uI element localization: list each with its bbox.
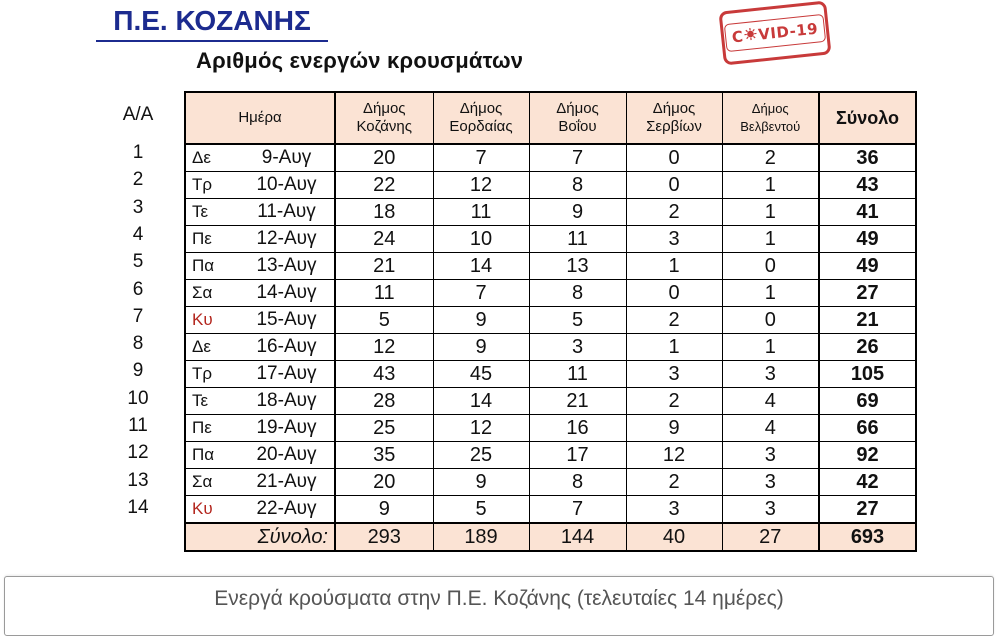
- row-total-cell: 49: [819, 253, 916, 280]
- covid-stamp: [718, 1, 831, 66]
- case-count-cell: 8: [529, 172, 626, 199]
- row-total-cell: 21: [819, 307, 916, 334]
- weekday-cell: Κυ: [185, 496, 239, 524]
- municipality-header: Δήμος Βοΐου: [529, 92, 626, 144]
- weekday-cell: Δε: [185, 144, 239, 172]
- date-cell: 13-Αυγ: [239, 253, 335, 280]
- table-row: [185, 199, 916, 226]
- case-count-cell: 0: [626, 144, 722, 172]
- case-count-cell: 3: [722, 361, 819, 388]
- case-count-cell: 35: [335, 442, 433, 469]
- date-cell: 19-Αυγ: [239, 415, 335, 442]
- case-count-cell: 1: [722, 280, 819, 307]
- case-count-cell: 5: [335, 307, 433, 334]
- case-count-cell: 24: [335, 226, 433, 253]
- region-title: Π.Ε. ΚΟΖΑΝΗΣ: [96, 4, 328, 42]
- case-count-cell: 4: [722, 388, 819, 415]
- case-count-cell: 12: [433, 172, 529, 199]
- table-row: [185, 469, 916, 496]
- row-index: 5: [118, 249, 158, 275]
- day-header: Ημέρα: [185, 92, 335, 144]
- municipality-header: Δήμος Εορδαίας: [433, 92, 529, 144]
- grand-total-cell: 693: [819, 523, 916, 551]
- date-cell: 20-Αυγ: [239, 442, 335, 469]
- row-index: 3: [118, 195, 158, 221]
- total-header: Σύνολο: [819, 92, 916, 144]
- case-count-cell: 5: [529, 307, 626, 334]
- case-count-cell: 1: [722, 334, 819, 361]
- case-count-cell: 11: [335, 280, 433, 307]
- case-count-cell: 0: [626, 172, 722, 199]
- case-count-cell: 10: [433, 226, 529, 253]
- weekday-cell: Τρ: [185, 172, 239, 199]
- row-index: 2: [118, 167, 158, 193]
- date-cell: 12-Αυγ: [239, 226, 335, 253]
- caption-panel: [4, 576, 994, 636]
- table-row: [185, 361, 916, 388]
- table-row: [185, 415, 916, 442]
- case-count-cell: 11: [529, 226, 626, 253]
- weekday-cell: Σα: [185, 280, 239, 307]
- row-index: 4: [118, 222, 158, 248]
- case-count-cell: 7: [529, 144, 626, 172]
- municipality-header: Δήμος Βελβεντού: [722, 92, 819, 144]
- aa-header: Α/Α: [118, 102, 158, 128]
- table-row: [185, 334, 916, 361]
- date-cell: 9-Αυγ: [239, 144, 335, 172]
- date-cell: 14-Αυγ: [239, 280, 335, 307]
- row-total-cell: 27: [819, 496, 916, 524]
- weekday-cell: Τρ: [185, 361, 239, 388]
- case-count-cell: 45: [433, 361, 529, 388]
- case-count-cell: 9: [433, 469, 529, 496]
- table-body: [185, 144, 916, 551]
- case-count-cell: 28: [335, 388, 433, 415]
- row-total-cell: 36: [819, 144, 916, 172]
- row-total-cell: 69: [819, 388, 916, 415]
- row-total-cell: 42: [819, 469, 916, 496]
- case-count-cell: 3: [626, 496, 722, 524]
- case-count-cell: 14: [433, 253, 529, 280]
- table-row: [185, 307, 916, 334]
- case-count-cell: 7: [433, 280, 529, 307]
- sum-label: Σύνολο:: [185, 523, 335, 551]
- case-count-cell: 11: [433, 199, 529, 226]
- case-count-cell: 18: [335, 199, 433, 226]
- date-cell: 22-Αυγ: [239, 496, 335, 524]
- stamp-text-post: VID-19: [757, 19, 819, 43]
- case-count-cell: 9: [335, 496, 433, 524]
- case-count-cell: 25: [335, 415, 433, 442]
- case-count-cell: 3: [626, 361, 722, 388]
- row-index: 6: [118, 277, 158, 303]
- case-count-cell: 12: [626, 442, 722, 469]
- weekday-cell: Κυ: [185, 307, 239, 334]
- table-row: [185, 172, 916, 199]
- active-cases-table: [184, 91, 917, 552]
- row-total-cell: 26: [819, 334, 916, 361]
- column-sum-cell: 40: [626, 523, 722, 551]
- weekday-cell: Πε: [185, 226, 239, 253]
- case-count-cell: 2: [626, 469, 722, 496]
- date-cell: 11-Αυγ: [239, 199, 335, 226]
- case-count-cell: 0: [626, 280, 722, 307]
- case-count-cell: 43: [335, 361, 433, 388]
- municipality-header: Δήμος Κοζάνης: [335, 92, 433, 144]
- date-cell: 16-Αυγ: [239, 334, 335, 361]
- row-index: 9: [118, 358, 158, 384]
- case-count-cell: 21: [529, 388, 626, 415]
- case-count-cell: 22: [335, 172, 433, 199]
- row-index: 10: [118, 386, 158, 412]
- case-count-cell: 2: [626, 199, 722, 226]
- case-count-cell: 2: [722, 144, 819, 172]
- stamp-text-pre: C: [731, 27, 744, 46]
- table-subtitle: Αριθμός ενεργών κρουσμάτων: [196, 48, 523, 74]
- date-cell: 15-Αυγ: [239, 307, 335, 334]
- caption: Ενεργά κρούσματα στην Π.Ε. Κοζάνης (τελευταίες 14 ημέρες): [5, 587, 993, 611]
- table-row: [185, 442, 916, 469]
- case-count-cell: 9: [433, 334, 529, 361]
- case-count-cell: 8: [529, 469, 626, 496]
- row-total-cell: 27: [819, 280, 916, 307]
- case-count-cell: 21: [335, 253, 433, 280]
- table-row: [185, 253, 916, 280]
- case-count-cell: 3: [626, 226, 722, 253]
- column-sum-cell: 144: [529, 523, 626, 551]
- case-count-cell: 14: [433, 388, 529, 415]
- weekday-cell: Δε: [185, 334, 239, 361]
- case-count-cell: 16: [529, 415, 626, 442]
- row-total-cell: 43: [819, 172, 916, 199]
- row-index: 12: [118, 440, 158, 466]
- covid-stamp-text: [724, 14, 827, 53]
- case-count-cell: 25: [433, 442, 529, 469]
- case-count-cell: 7: [433, 144, 529, 172]
- case-count-cell: 1: [722, 226, 819, 253]
- table-row: [185, 226, 916, 253]
- column-sum-cell: 27: [722, 523, 819, 551]
- row-total-cell: 105: [819, 361, 916, 388]
- table-row: [185, 496, 916, 524]
- row-index: 11: [118, 413, 158, 439]
- case-count-cell: 12: [335, 334, 433, 361]
- row-index: 1: [118, 140, 158, 166]
- weekday-cell: Σα: [185, 469, 239, 496]
- date-cell: 17-Αυγ: [239, 361, 335, 388]
- case-count-cell: 3: [529, 334, 626, 361]
- date-cell: 21-Αυγ: [239, 469, 335, 496]
- column-sum-cell: 293: [335, 523, 433, 551]
- case-count-cell: 1: [722, 199, 819, 226]
- case-count-cell: 0: [722, 253, 819, 280]
- case-count-cell: 9: [529, 199, 626, 226]
- case-count-cell: 3: [722, 469, 819, 496]
- table-row: [185, 388, 916, 415]
- weekday-cell: Πα: [185, 442, 239, 469]
- sum-row: [185, 523, 916, 551]
- case-count-cell: 9: [433, 307, 529, 334]
- table-row: [185, 144, 916, 172]
- case-count-cell: 12: [433, 415, 529, 442]
- case-count-cell: 1: [626, 334, 722, 361]
- case-count-cell: 2: [626, 388, 722, 415]
- case-count-cell: 7: [529, 496, 626, 524]
- weekday-cell: Πε: [185, 415, 239, 442]
- row-index: 8: [118, 331, 158, 357]
- case-count-cell: 5: [433, 496, 529, 524]
- case-count-cell: 20: [335, 469, 433, 496]
- case-count-cell: 0: [722, 307, 819, 334]
- date-cell: 10-Αυγ: [239, 172, 335, 199]
- case-count-cell: 1: [626, 253, 722, 280]
- weekday-cell: Τε: [185, 199, 239, 226]
- case-count-cell: 3: [722, 442, 819, 469]
- table-row: [185, 280, 916, 307]
- case-count-cell: 8: [529, 280, 626, 307]
- row-index: 7: [118, 304, 158, 330]
- weekday-cell: Πα: [185, 253, 239, 280]
- column-sum-cell: 189: [433, 523, 529, 551]
- row-total-cell: 92: [819, 442, 916, 469]
- row-index: 13: [118, 468, 158, 494]
- row-total-cell: 49: [819, 226, 916, 253]
- case-count-cell: 11: [529, 361, 626, 388]
- municipality-header: Δήμος Σερβίων: [626, 92, 722, 144]
- row-total-cell: 41: [819, 199, 916, 226]
- date-cell: 18-Αυγ: [239, 388, 335, 415]
- case-count-cell: 1: [722, 172, 819, 199]
- case-count-cell: 17: [529, 442, 626, 469]
- table-header-row: [185, 92, 916, 144]
- case-count-cell: 2: [626, 307, 722, 334]
- case-count-cell: 13: [529, 253, 626, 280]
- case-count-cell: 4: [722, 415, 819, 442]
- row-total-cell: 66: [819, 415, 916, 442]
- weekday-cell: Τε: [185, 388, 239, 415]
- case-count-cell: 3: [722, 496, 819, 524]
- virus-icon: [743, 26, 758, 45]
- case-count-cell: 9: [626, 415, 722, 442]
- row-index: 14: [118, 495, 158, 521]
- case-count-cell: 20: [335, 144, 433, 172]
